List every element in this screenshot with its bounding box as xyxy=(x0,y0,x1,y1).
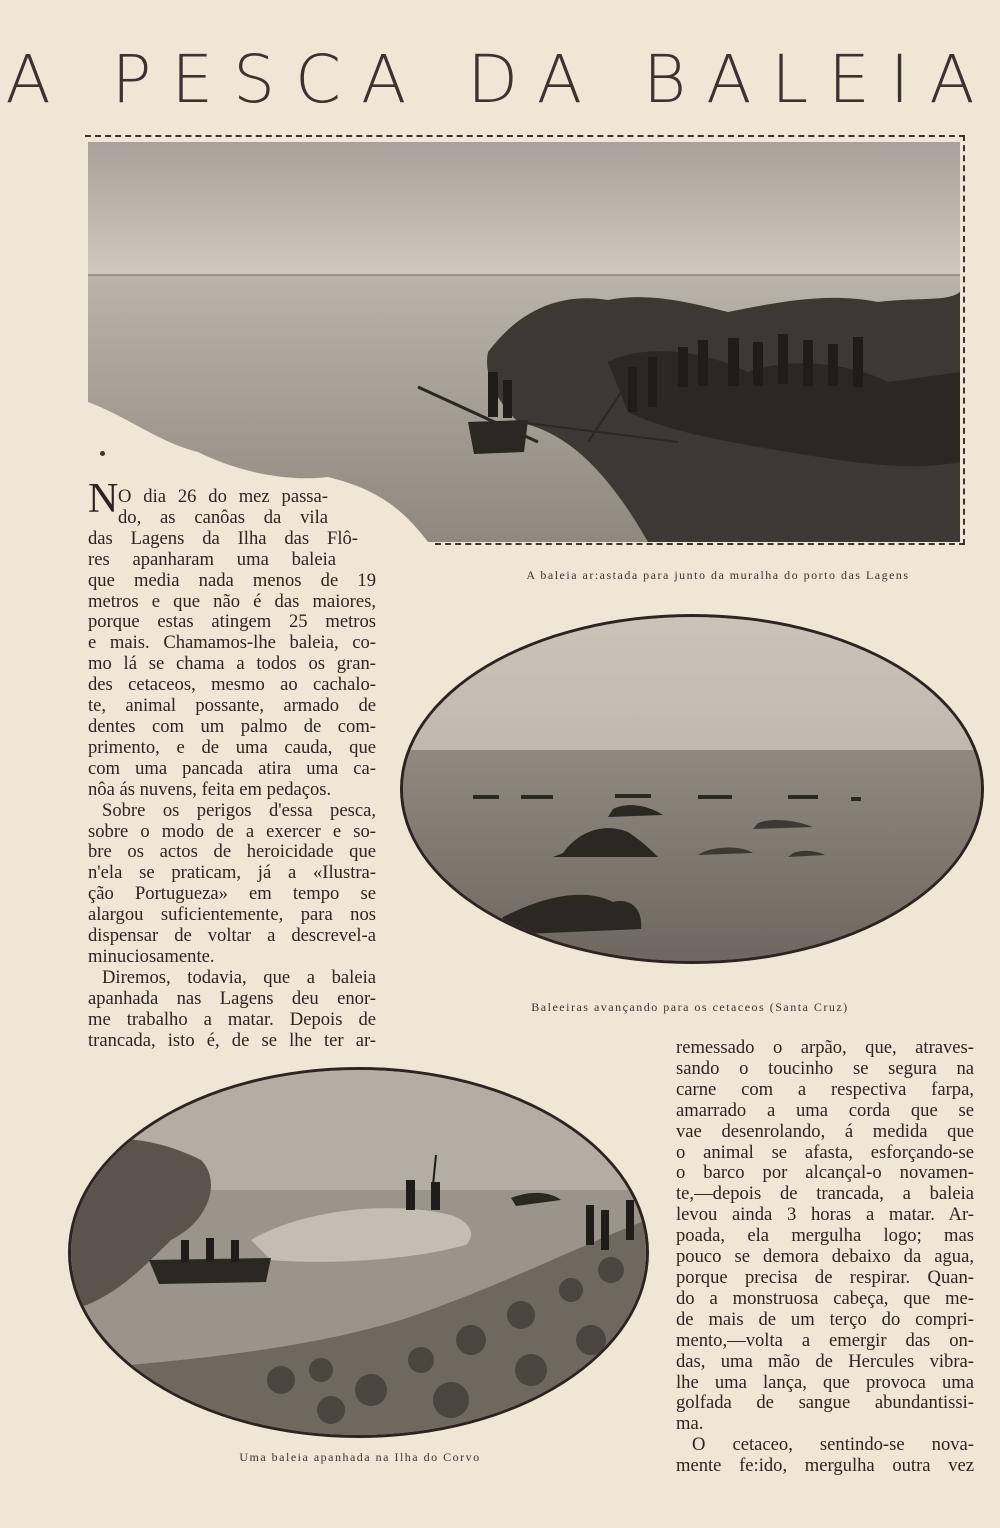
photo-3-image xyxy=(71,1070,646,1435)
text-line: mento,—volta a emergir das on- xyxy=(676,1329,974,1351)
text-line: ma. xyxy=(676,1413,704,1435)
text-line: do a monstruosa cabeça, que me- xyxy=(676,1287,974,1309)
text-line: mo lá se chama a todos os gran- xyxy=(88,653,376,675)
caption-photo-2: Baleeiras avançando para os cetaceos (Santa Cruz) xyxy=(531,1000,849,1014)
text-line: trancada, isto é, de se lhe ter ar- xyxy=(88,1029,376,1051)
text-line: nôa ás nuvens, feita em pedaços. xyxy=(88,778,332,800)
text-line: porque estas atingem 25 metros xyxy=(88,611,376,633)
text-line: alargou suficientemente, para nos xyxy=(88,904,376,926)
text-line: de mais de um terço do compri- xyxy=(676,1308,974,1330)
article-column-2 xyxy=(676,1038,974,1477)
text-line: amarrado a uma corda que se xyxy=(676,1099,974,1121)
text-line: poada, ela mergulha logo; mas xyxy=(676,1225,974,1247)
photo-whale-dragged-to-harbour xyxy=(88,142,960,542)
text-line: sando o toucinho se segura na xyxy=(676,1057,974,1079)
headline: A PESCA DA BALEIA xyxy=(5,41,995,118)
photo-whaleboats-oval xyxy=(400,614,984,964)
photo-whale-corvo-oval xyxy=(68,1067,649,1438)
dropcap: N xyxy=(88,476,119,522)
text-line: dentes com um palmo de com- xyxy=(88,715,376,737)
caption-photo-1: A baleia ar:astada para junto da muralha do porto das Lagens xyxy=(526,568,910,582)
text-line: ção Portugueza» em tempo se xyxy=(88,883,376,905)
text-line: O dia 26 do mez passa- xyxy=(118,486,328,507)
text-line: lhe uma lança, que provoca uma xyxy=(676,1371,974,1393)
text-line: minuciosamente. xyxy=(88,945,215,967)
text-line: O cetaceo, sentindo-se nova- xyxy=(692,1434,974,1456)
text-line: remessado o arpão, que, atraves- xyxy=(676,1037,974,1058)
text-line: res apanharam uma baleia xyxy=(88,548,336,570)
text-line: o barco por alcançal-o novamen- xyxy=(676,1162,974,1184)
text-line: apanhada nas Lagens deu enor- xyxy=(88,987,376,1009)
photo-1-image xyxy=(88,142,960,542)
photo-2-image xyxy=(403,617,981,961)
text-line: do, as canôas da vila xyxy=(118,506,328,528)
text-line: sobre o modo de a exercer e so- xyxy=(88,820,376,842)
frame-line xyxy=(85,135,965,137)
frame-line xyxy=(963,135,965,545)
text-line: das Lagens da Ilha das Flô- xyxy=(88,527,358,549)
text-line: dispensar de voltar a descrevel-a xyxy=(88,925,376,947)
text-line: me trabalho a matar. Depois de xyxy=(88,1008,376,1030)
text-line: n'ela se praticam, já a «Ilustra- xyxy=(88,862,376,884)
text-line: des cetaceos, mesmo ao cachalo- xyxy=(88,674,376,696)
text-line: Sobre os perigos d'essa pesca, xyxy=(102,799,376,821)
text-line: das, uma mão de Hercules vibra- xyxy=(676,1350,974,1372)
text-line: com uma pancada atira uma ca- xyxy=(88,757,376,779)
text-line: porque precisa de respirar. Quan- xyxy=(676,1266,974,1288)
text-line: o animal se afasta, esforçando-se xyxy=(676,1141,974,1163)
text-line: e mais. Chamamos-lhe baleia, co- xyxy=(88,632,376,654)
caption-photo-3: Uma baleia apanhada na Ilha do Corvo xyxy=(239,1450,481,1464)
text-line: te,—depois de trancada, a baleia xyxy=(676,1183,974,1205)
text-line: mente fe:ido, mergulha outra vez xyxy=(676,1455,974,1477)
decorative-dot xyxy=(100,451,105,456)
text-line: carne com a respectiva farpa, xyxy=(676,1078,974,1100)
article-column-1 xyxy=(88,486,376,1051)
text-line: bre os actos de heroicidade que xyxy=(88,841,376,863)
text-line: pouco se demora debaixo da agua, xyxy=(676,1246,974,1268)
text-line: te, animal possante, armado de xyxy=(88,695,376,717)
text-line: metros e que não é das maiores, xyxy=(88,590,376,612)
text-line: levou ainda 3 horas a matar. Ar- xyxy=(676,1204,974,1226)
frame-line xyxy=(435,543,965,545)
text-line: vae desenrolando, á medida que xyxy=(676,1120,974,1142)
text-line: golfada de sangue abundantissi- xyxy=(676,1392,974,1414)
text-line: primento, e de uma cauda, que xyxy=(88,736,376,758)
text-line: Diremos, todavia, que a baleia xyxy=(102,966,376,988)
text-line: que media nada menos de 19 xyxy=(88,569,376,591)
